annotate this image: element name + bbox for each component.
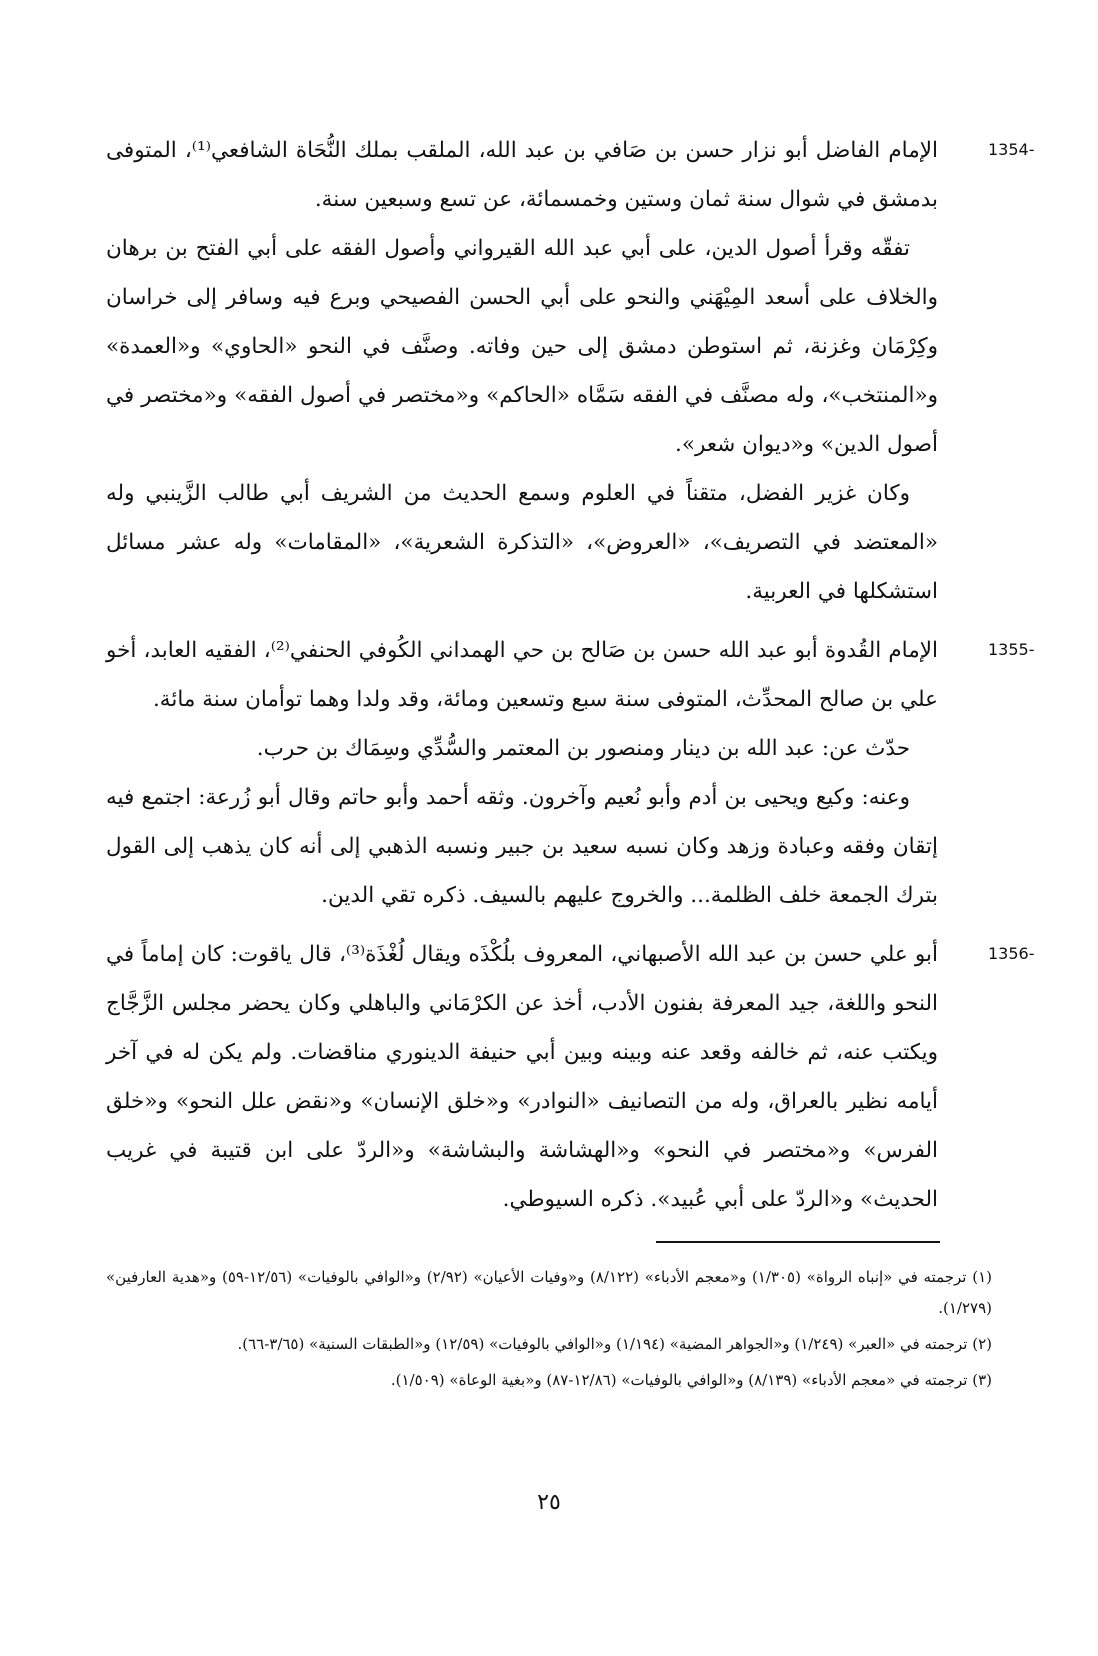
entry-number: 1354- [988, 140, 1035, 159]
entry-number: 1356- [988, 944, 1035, 963]
footnote: (٣) ترجمته في «معجم الأدباء» (٨/١٣٩) و«الوافي بالوفيات» (١٢/٨٦-٨٧) و«بغية الوعاة» (١/٥٠٩). [390, 1371, 992, 1389]
entry-paragraph: حدّث عن: عبد الله بن دينار ومنصور بن المعتمر والسُّدِّي وسِمَاك بن حرب. [256, 736, 910, 761]
entry-paragraph: الإمام القُدوة أبو عبد الله حسن بن صَالح بن حي الهمداني الكُوفي الحنفي⁽²⁾، الفقيه العابد، أخو علي بن صالح المحدِّث، المتوفى سنة سبع وتسعين ومائة، وقد ولدا وهما توأمان سنة مائة. [106, 638, 938, 712]
entry-paragraph: وعنه: وكيع ويحيى بن أدم وأبو نُعيم وآخرون. وثقه أحمد وأبو حاتم وقال أبو زُرعة: اجتمع فيه إتقان وفقه وعبادة وزهد وكان نسبه سعيد بن جبير ونسبه الذهبي إلى أنه كان يذهب إلى القول بترك الجمعة خلف الظلمة... والخروج عليهم بالسيف. ذكره تقي الدين. [106, 785, 938, 908]
entry-number: 1355- [988, 640, 1035, 659]
entry-1355 [106, 626, 1035, 920]
page-number: ٢٥ [537, 1490, 561, 1515]
entry-paragraph: وكان غزير الفضل، متقناً في العلوم وسمع الحديث من الشريف أبي طالب الزَّينبي وله «المعتضد في التصريف»، «العروض»، «التذكرة الشعرية»، «المقامات» وله عشر مسائل استشكلها في العربية. [106, 481, 938, 604]
footnote: (١) ترجمته في «إنباه الرواة» (١/٣٠٥) و«معجم الأدباء» (٨/١٢٢) و«وفيات الأعيان» (٢/٩٢) و«الوافي بالوفيات» (١٢/٥٦-٥٩) و«هدية العارفين» (١/٢٧٩). [106, 1268, 992, 1317]
entry-1354 [106, 126, 1035, 616]
entry-paragraph: أبو علي حسن بن عبد الله الأصبهاني، المعروف بلُكْذَه ويقال لُغْذَة⁽³⁾، قال ياقوت: كان إماماً في النحو واللغة، جيد المعرفة بفنون الأدب، أخذ عن الكرْمَاني والباهلي وكان يحضر مجلس الزَّجَّاج ويكتب عنه، ثم خالفه وقعد عنه وبينه وبين أبي حنيفة الدينوري مناقضات. ولم يكن له في آخر أيامه نظير بالعراق، وله من التصانيف «النوادر» و«خلق الإنسان» و«نقض علل النحو» و«خلق الفرس» و«مختصر في النحو» و«الهشاشة والبشاشة» و«الردّ على ابن قتيبة في غريب الحديث» و«الردّ على أبي عُبيد». ذكره السيوطي. [106, 942, 938, 1212]
entry-paragraph: تفقّه وقرأ أصول الدين، على أبي عبد الله القيرواني وأصول الفقه على أبي الفتح بن برهان والخلاف على أسعد المِيْهَني والنحو على أبي الحسن الفصيحي وبرع فيه وسافر إلى خراسان وكِرْمَان وغزنة، ثم استوطن دمشق إلى حين وفاته. وصنَّف في النحو «الحاوي» و«العمدة» و«المنتخب»، وله مصنَّف في الفقه سَمَّاه «الحاكم» و«مختصر في أصول الفقه» و«مختصر في أصول الدين» و«ديوان شعر». [106, 236, 938, 457]
footnote: (٢) ترجمته في «العبر» (١/٢٤٩) و«الجواهر المضية» (١/١٩٤) و«الوافي بالوفيات» (١٢/٥٩) و«الطبقات السنية» (٣/٦٥-٦٦). [237, 1335, 992, 1353]
footnotes [106, 1262, 992, 1401]
entry-1356 [106, 930, 1035, 1224]
entry-paragraph: الإمام الفاضل أبو نزار حسن بن صَافي بن عبد الله، الملقب بملك النُّحَاة الشافعي⁽¹⁾، المتوفى بدمشق في شوال سنة ثمان وستين وخمسمائة، عن تسع وسبعين سنة. [106, 138, 938, 212]
